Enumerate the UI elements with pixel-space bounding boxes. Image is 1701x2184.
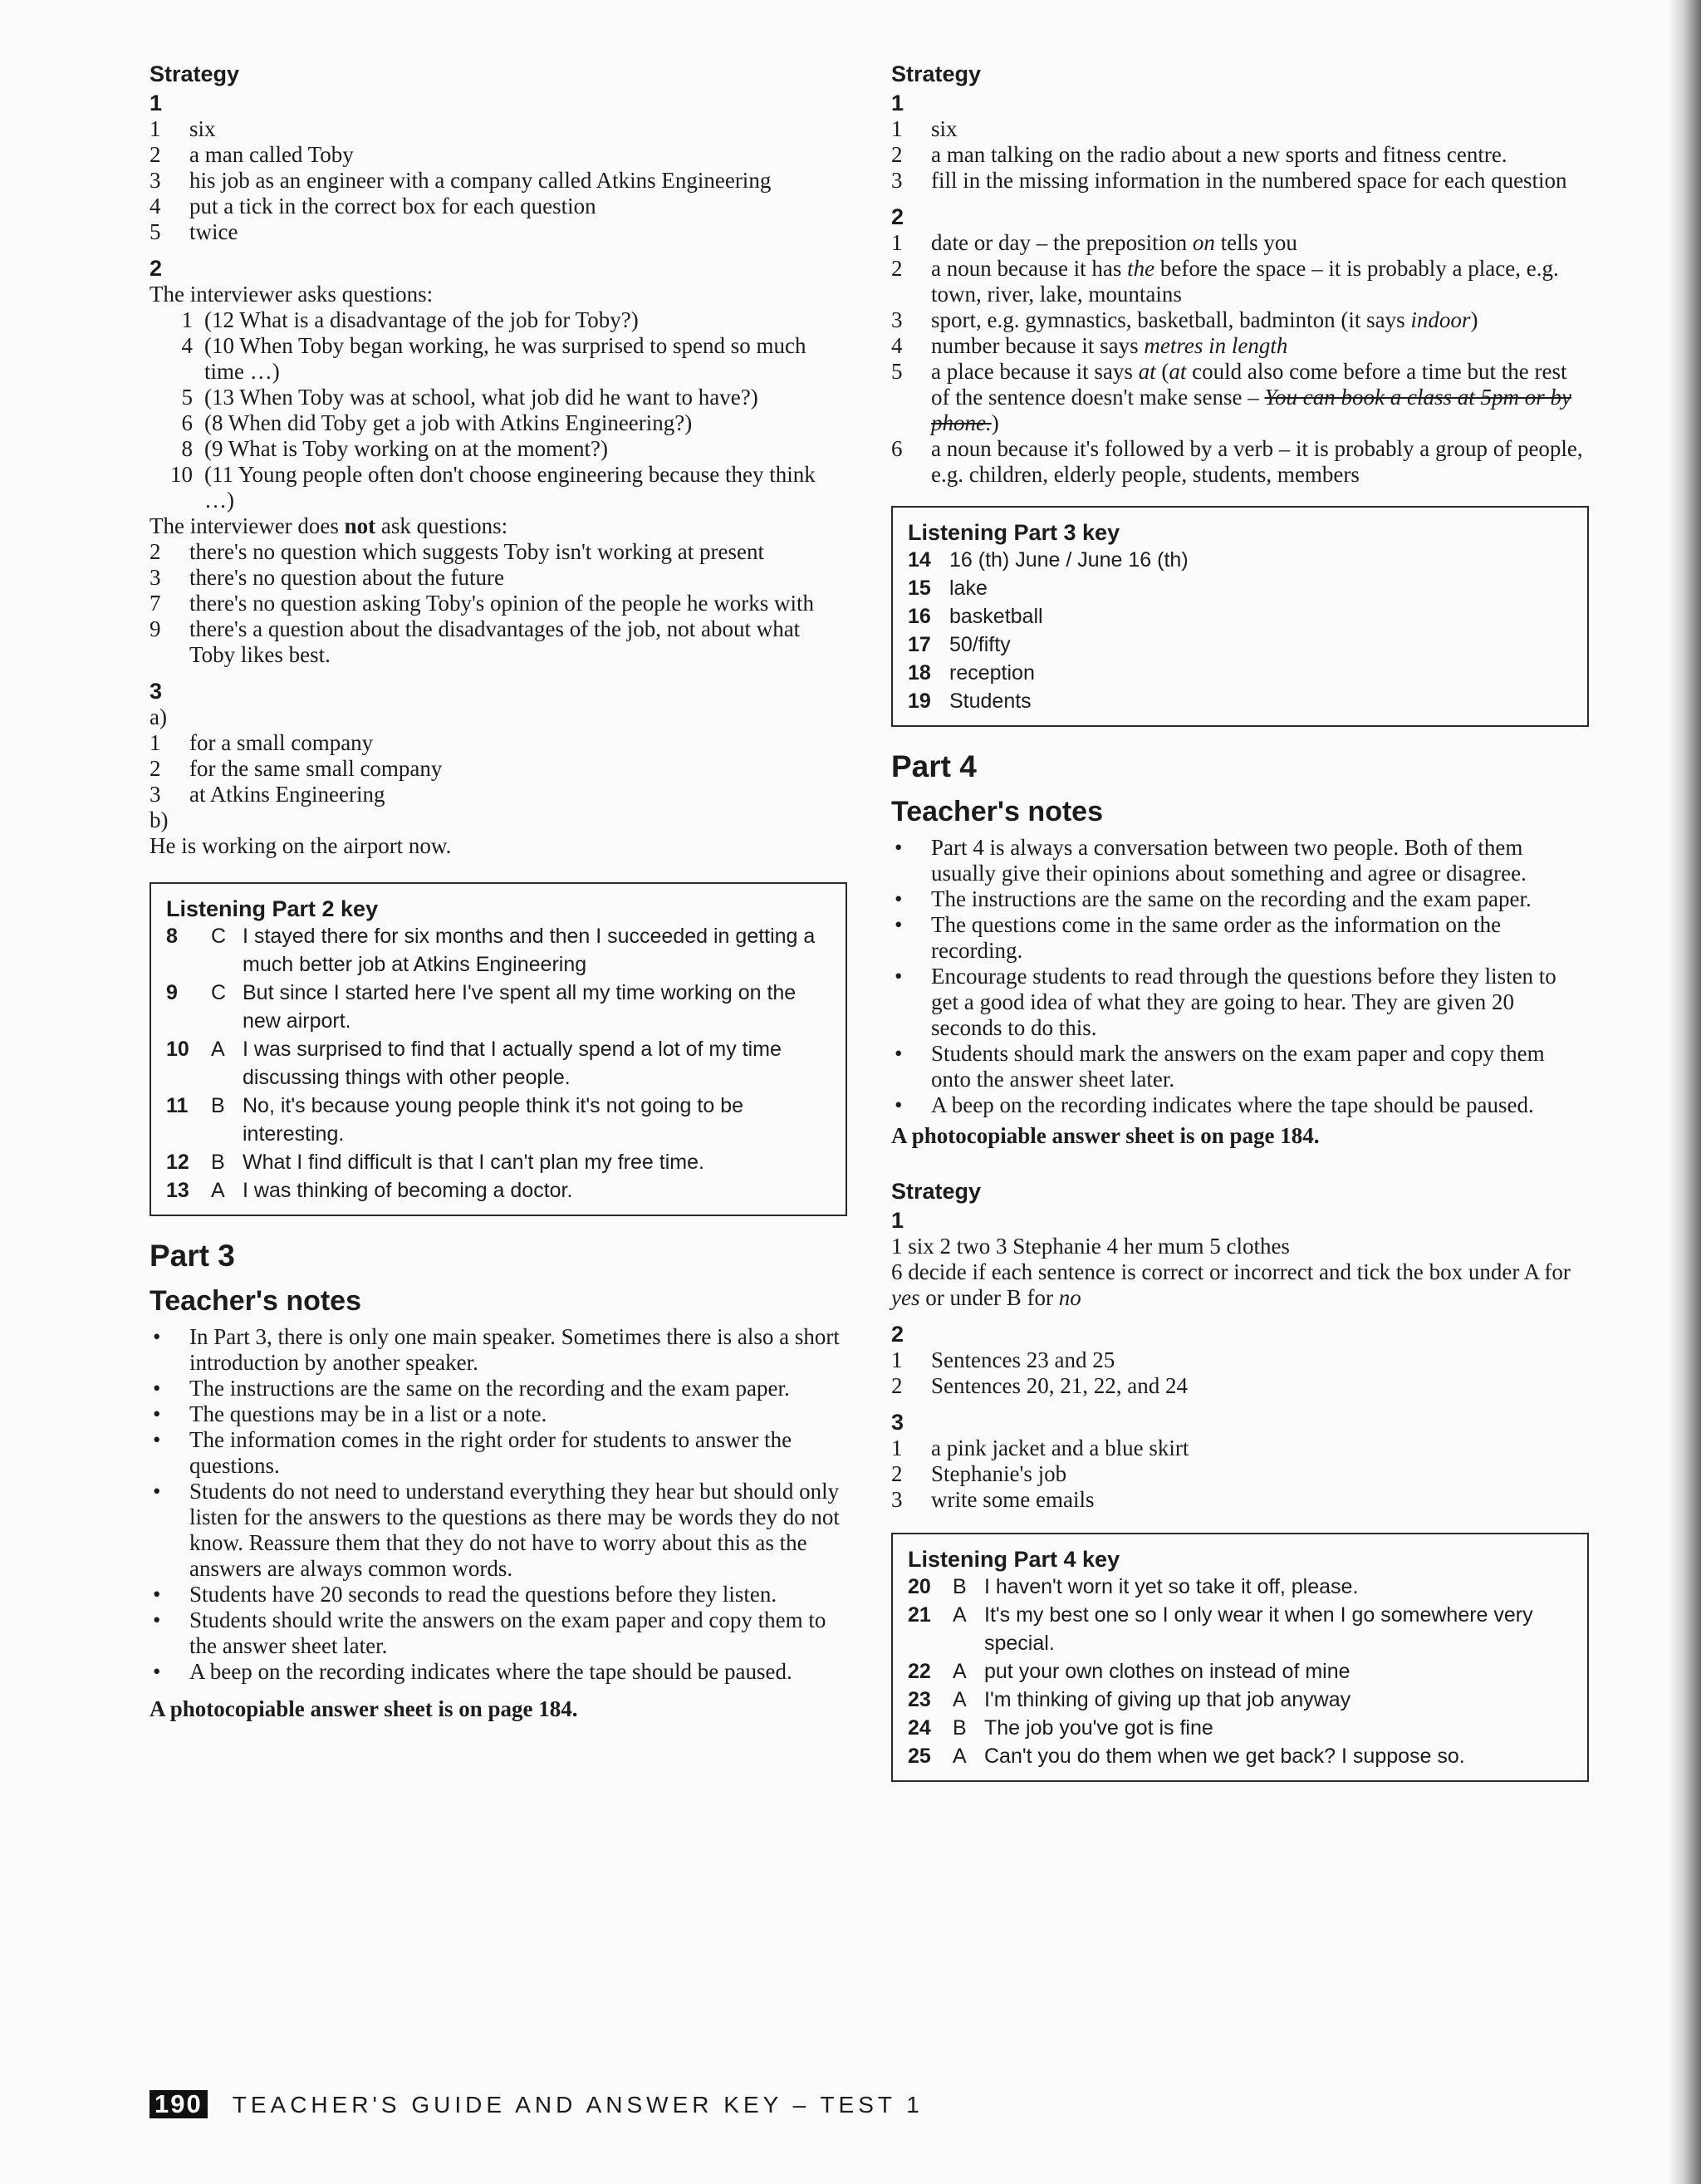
answer-line: 1 six 2 two 3 Stephanie 4 her mum 5 clothes bbox=[891, 1234, 1290, 1259]
section-number: 1 bbox=[891, 1208, 904, 1233]
key-row: 24 B The job you've got is fine bbox=[908, 1716, 1213, 1740]
bullet-item: • A beep on the recording indicates where the tape should be paused. bbox=[153, 1659, 792, 1684]
key-row: 20 B I haven't worn it yet so take it off, please. bbox=[908, 1575, 1359, 1598]
strategy-heading: Strategy bbox=[891, 61, 982, 86]
list-item: 6 a noun because it's followed by a verb – it is probably a group of people, e.g. children, elderly people, students, members bbox=[891, 436, 1583, 487]
section-number: 2 bbox=[891, 1322, 904, 1347]
teachers-notes-heading: Teacher's notes bbox=[150, 1285, 361, 1317]
bullet-item: • Students should write the answers on the exam paper and copy them to the answer sheet later. bbox=[153, 1607, 826, 1658]
key-row: 21 A It's my best one so I only wear it when I go somewhere very special. bbox=[908, 1603, 1533, 1655]
intro-text: The interviewer asks questions: bbox=[150, 282, 434, 307]
part-3-bullets bbox=[150, 1324, 847, 1685]
teachers-notes-heading: Teacher's notes bbox=[891, 796, 1103, 827]
list-item: 3 sport, e.g. gymnastics, basketball, badminton (it says indoor) bbox=[891, 307, 1478, 332]
list-item: 1 for a small company bbox=[150, 730, 374, 755]
list-item: 3 his job as an engineer with a company called Atkins Engineering bbox=[150, 168, 772, 193]
key-title: Listening Part 2 key bbox=[166, 896, 379, 921]
bullet-item: • Encourage students to read through the questions before they listen to get a good idea of what they are going to hear. They are given 20 seconds to do this. bbox=[895, 964, 1556, 1040]
key-row: 9 C But since I started here I've spent all my time working on the new airport. bbox=[166, 981, 797, 1033]
part-4-bullets bbox=[891, 835, 1589, 1118]
page-edge-shadow bbox=[1668, 0, 1701, 2184]
key-row: 16 basketball bbox=[908, 605, 1043, 628]
bullet-item: • In Part 3, there is only one main speaker. Sometimes there is also a short introduction by another speaker. bbox=[153, 1324, 840, 1375]
key-row: 22 A put your own clothes on instead of mine bbox=[908, 1660, 1351, 1683]
key-title: Listening Part 3 key bbox=[908, 520, 1120, 545]
bullet-item: • Students have 20 seconds to read the questions before they listen. bbox=[153, 1582, 777, 1607]
list-item: 2 Stephanie's job bbox=[891, 1461, 1067, 1486]
strategy-1-list bbox=[891, 116, 1589, 194]
list-item: 5 (13 When Toby was at school, what job did he want to have?) bbox=[181, 385, 758, 410]
list-item: 9 there's a question about the disadvantages of the job, not about what Toby likes best. bbox=[150, 616, 801, 667]
bullet-item: • Students should mark the answers on the exam paper and copy them onto the answer sheet later. bbox=[895, 1041, 1545, 1092]
list-item: 2 for the same small company bbox=[150, 756, 443, 781]
bullet-item: • The instructions are the same on the recording and the exam paper. bbox=[895, 886, 1532, 911]
list-item: 4 (10 When Toby began working, he was surprised to spend so much time …) bbox=[181, 333, 806, 384]
list-item: 1 six bbox=[891, 116, 958, 141]
key-row: 14 16 (th) June / June 16 (th) bbox=[908, 548, 1189, 572]
key-row: 19 Students bbox=[908, 690, 1032, 713]
list-item: 4 put a tick in the correct box for each question bbox=[150, 194, 596, 218]
list-item: 1 Sentences 23 and 25 bbox=[891, 1347, 1115, 1372]
photocopy-note: A photocopiable answer sheet is on page 184. bbox=[891, 1123, 1320, 1148]
listening-part-2-key bbox=[150, 882, 847, 1216]
list-item: 2 there's no question which suggests Toby isn't working at present bbox=[150, 539, 765, 564]
listening-part-3-key bbox=[891, 506, 1589, 727]
section-number: 1 bbox=[891, 91, 904, 115]
list-item: 1 a pink jacket and a blue skirt bbox=[891, 1436, 1189, 1460]
sub-label: a) bbox=[150, 704, 167, 729]
section-number: 1 bbox=[150, 91, 163, 115]
list-item: 1 date or day – the preposition on tells you bbox=[891, 230, 1297, 255]
bullet-item: • The questions come in the same order as the information on the recording. bbox=[895, 912, 1502, 963]
key-row: 15 lake bbox=[908, 577, 988, 600]
list-item: 3 at Atkins Engineering bbox=[150, 782, 385, 807]
bullet-item: • Students do not need to understand everything they hear but should only listen for the answers to the questions as there may be words they do not know. Reassure them that they do not have to worry about this as the answers are always common words. bbox=[153, 1479, 840, 1581]
section-number: 2 bbox=[150, 256, 163, 281]
photocopy-note: A photocopiable answer sheet is on page 184. bbox=[150, 1696, 578, 1721]
list-item: 2 a man talking on the radio about a new sports and fitness centre. bbox=[891, 142, 1507, 167]
strategy-1-list bbox=[150, 116, 847, 245]
footer-title: TEACHER'S GUIDE AND ANSWER KEY – TEST 1 bbox=[232, 2091, 924, 2118]
bullet-item: • A beep on the recording indicates where the tape should be paused. bbox=[895, 1092, 1534, 1117]
sub-label: b) bbox=[150, 807, 169, 832]
list-item: 2 Sentences 20, 21, 22, and 24 bbox=[891, 1373, 1188, 1398]
list-item: 1 (12 What is a disadvantage of the job for Toby?) bbox=[181, 307, 639, 332]
page-footer bbox=[150, 2090, 924, 2118]
list-item: 10 (11 Young people often don't choose engineering because they think …) bbox=[170, 462, 816, 513]
list-item: 8 (9 What is Toby working on at the moment?) bbox=[181, 436, 609, 461]
list-item: 5 twice bbox=[150, 219, 238, 244]
bullet-item: • Part 4 is always a conversation between two people. Both of them usually give their opinions about something and agree or disagree. bbox=[895, 835, 1527, 886]
list-item: 3 fill in the missing information in the numbered space for each question bbox=[891, 168, 1567, 193]
bullet-item: • The information comes in the right order for students to answer the questions. bbox=[153, 1427, 792, 1478]
intro-text-2: The interviewer does not ask questions: bbox=[150, 513, 508, 538]
list-item: 6 (8 When did Toby get a job with Atkins Engineering?) bbox=[181, 410, 693, 435]
key-row: 11 B No, it's because young people think it's not going to be interesting. bbox=[166, 1094, 744, 1146]
list-item: 3 write some emails bbox=[891, 1487, 1095, 1512]
list-item: 4 number because it says metres in length bbox=[891, 333, 1288, 358]
key-row: 23 A I'm thinking of giving up that job anyway bbox=[908, 1688, 1351, 1711]
strategy-heading: Strategy bbox=[150, 61, 240, 86]
list-item: 2 a noun because it has the before the space – it is probably a place, e.g. town, river, lake, mountains bbox=[891, 256, 1559, 307]
asks-list bbox=[150, 307, 847, 513]
list-item: 2 a man called Toby bbox=[150, 142, 354, 167]
s3-a-list bbox=[150, 730, 847, 807]
strategy-heading: Strategy bbox=[891, 1179, 982, 1204]
listening-part-4-key bbox=[891, 1533, 1589, 1782]
left-column bbox=[150, 60, 847, 1722]
key-row: 12 B What I find difficult is that I can't plan my free time. bbox=[166, 1151, 704, 1174]
section-number: 3 bbox=[891, 1410, 904, 1435]
key-title: Listening Part 4 key bbox=[908, 1547, 1120, 1572]
struck-example: You can book a class at 5pm or by phone. bbox=[931, 385, 1571, 435]
part-4-title: Part 4 bbox=[891, 749, 977, 783]
key-row: 25 A Can't you do them when we get back? I suppose so. bbox=[908, 1745, 1465, 1768]
list-item: 7 there's no question asking Toby's opinion of the people he works with bbox=[150, 591, 814, 616]
list-item: 1 six bbox=[150, 116, 216, 141]
part-3-title: Part 3 bbox=[150, 1239, 235, 1273]
key-row: 17 50/fifty bbox=[908, 633, 1011, 656]
list-item: 3 there's no question about the future bbox=[150, 565, 505, 590]
bullet-item: • The questions may be in a list or a note. bbox=[153, 1401, 547, 1426]
key-row: 10 A I was surprised to find that I actually spend a lot of my time discussing things with other people. bbox=[166, 1038, 782, 1089]
section-number: 2 bbox=[891, 204, 904, 229]
right-column bbox=[891, 60, 1589, 1782]
bullet-item: • The instructions are the same on the recording and the exam paper. bbox=[153, 1376, 790, 1401]
list-item: 5 a place because it says at (at could also come before a time but the rest of the sentence doesn't make sense – You can book a class at 5pm or by phone.) bbox=[891, 359, 1571, 435]
key-row: 8 C I stayed there for six months and then I succeeded in getting a much better job at Atkins Engineering bbox=[166, 925, 816, 976]
page-number: 190 bbox=[150, 2090, 208, 2118]
answer-line: 6 decide if each sentence is correct or incorrect and tick the box under A for yes or under B for no bbox=[891, 1259, 1571, 1310]
strategy-2-list bbox=[891, 230, 1589, 488]
key-row: 13 A I was thinking of becoming a doctor. bbox=[166, 1179, 573, 1202]
key-row: 18 reception bbox=[908, 661, 1035, 685]
answer-text: He is working on the airport now. bbox=[150, 833, 452, 858]
section-number: 3 bbox=[150, 679, 163, 704]
not-asks-list bbox=[150, 539, 847, 668]
